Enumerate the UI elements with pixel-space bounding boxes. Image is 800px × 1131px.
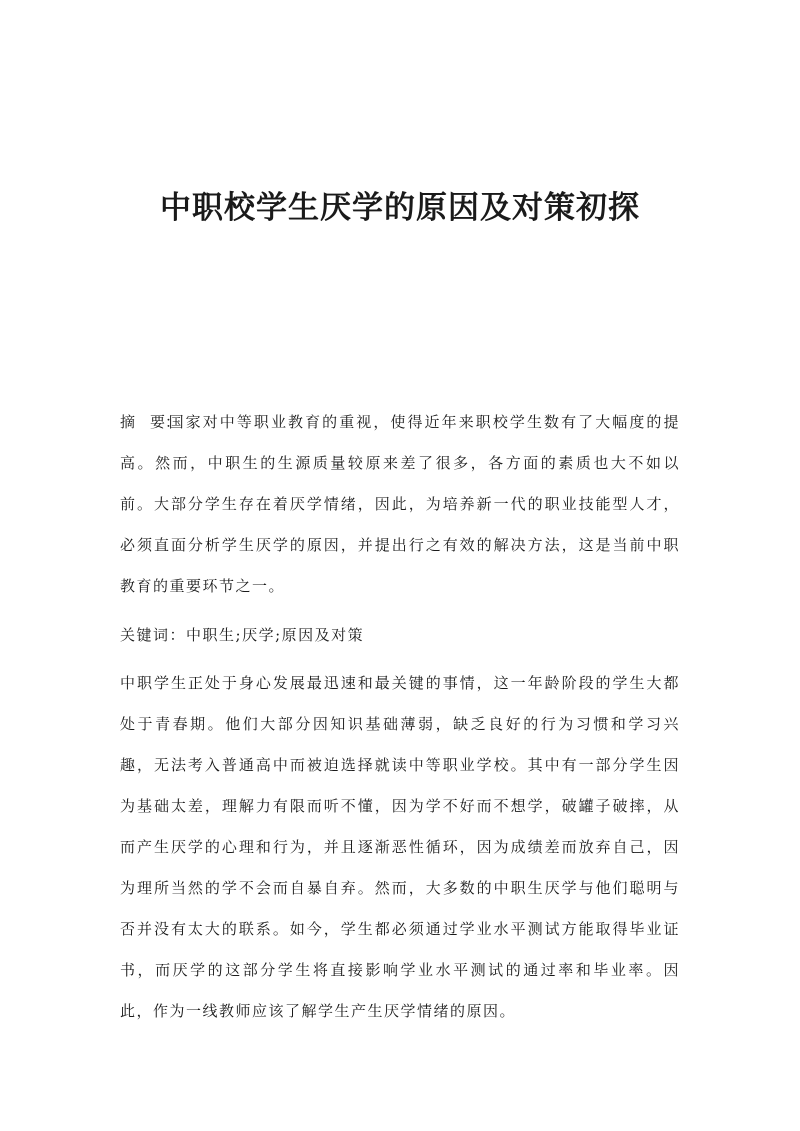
body-paragraph: 中职学生正处于身心发展最迅速和最关键的事情，这一年龄阶段的学生大都处于青春期。他们大部分因知识基础薄弱，缺乏良好的行为习惯和学习兴趣，无法考入普通高中而被迫选择就读中等职业学校。其中有一部分学生因为基础太差，理解力有限而听不懂，因为学不好而不想学，破罐子破摔，从而产生厌学的心理和行为，并且逐渐恶性循环，因为成绩差而放弃自己，因为理所当然的学不会而自暴自弃。然而，大多数的中职生厌学与他们聪明与否并没有太大的联系。如今，学生都必须通过学业水平测试方能取得毕业证书，而厌学的这部分学生将直接影响学业水平测试的通过率和毕业率。因此，作为一线教师应该了解学生产生厌学情绪的原因。 <box>120 674 680 1020</box>
document-title: 中职校学生厌学的原因及对策初探 <box>160 190 640 226</box>
keywords-text: 中职生;厌学;原因及对策 <box>186 626 365 644</box>
abstract-label: 摘 要： <box>120 413 181 431</box>
abstract-text: 国家对中等职业教育的重视，使得近年来职校学生数有了大幅度的提高。然而，中职生的生源质量较原来差了很多，各方面的素质也大不如以前。大部分学生存在着厌学情绪，因此，为培养新一代的职业技能型人才，必须直面分析学生厌学的原因，并提出行之有效的解决方法，这是当前中职教育的重要环节之一。 <box>120 413 680 595</box>
keywords-label: 关键词： <box>120 626 187 644</box>
abstract-paragraph <box>120 402 680 607</box>
keywords-paragraph <box>120 615 680 656</box>
